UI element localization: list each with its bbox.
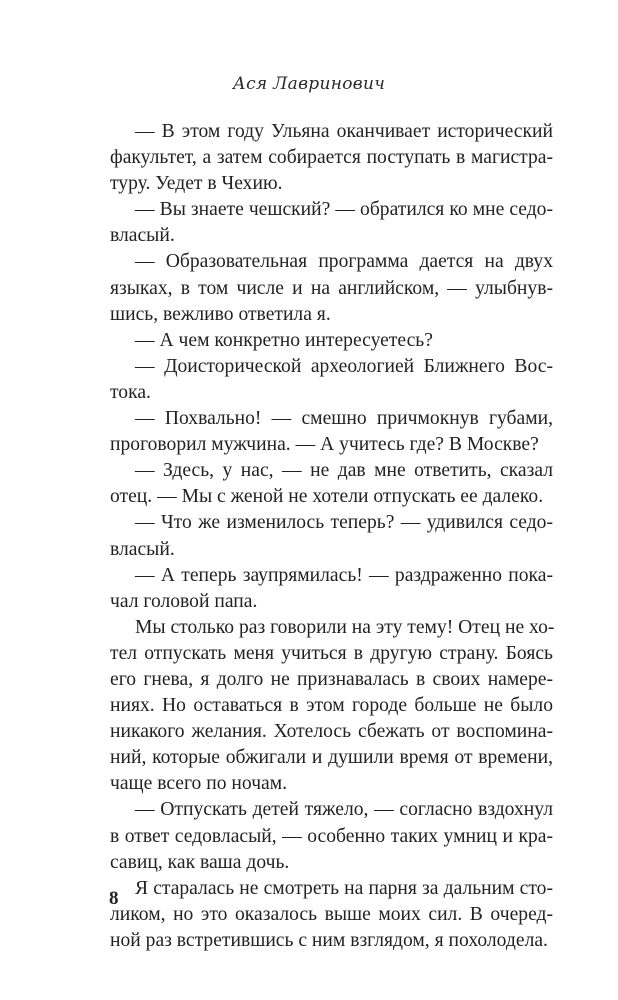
text-line: — А чем конкретно интересуетесь?: [135, 329, 433, 351]
text-line: тока.: [110, 381, 151, 403]
page-number: 8: [109, 888, 119, 909]
text-line: языках, в том числе и на английском, — улыбнув-: [110, 277, 553, 299]
text-line: туру. Уедет в Чехию.: [110, 173, 283, 195]
text-line: — Доисторической археологией Ближнего Вос-: [135, 355, 553, 377]
text-line: шись, вежливо ответила я.: [110, 303, 331, 325]
text-line: его гнева, я долго не признавалась в своих намере-: [110, 668, 553, 690]
body-text: [110, 119, 553, 954]
text-line: Я старалась не смотреть на парня за дальним сто-: [135, 877, 553, 899]
text-line: — Образовательная программа дается на двух: [135, 251, 553, 273]
text-line: — Похвально! — смешно причмокнув губами,: [135, 408, 553, 430]
text-line: ниях. Но оставаться в этом городе больше не было: [110, 695, 553, 717]
text-line: — Здесь, у нас, — не дав мне ответить, сказал: [135, 460, 553, 482]
text-line: власый.: [110, 538, 175, 560]
text-line: факультет, а затем собирается поступать в магистра-: [110, 147, 553, 169]
text-line: власый.: [110, 225, 175, 247]
text-line: — В этом году Ульяна оканчивает исторический: [135, 121, 553, 142]
text-line: — А теперь заупрямилась! — раздраженно пока-: [135, 564, 553, 586]
text-line: — Что же изменилось теперь? — удивился седо-: [135, 512, 553, 534]
text-line: ликом, но это оказалось выше моих сил. В очеред-: [110, 903, 553, 925]
text-line: — Отпускать детей тяжело, — согласно вздохнул: [135, 799, 553, 821]
text-line: проговорил мужчина. — А учитесь где? В Москве?: [110, 434, 539, 456]
text-line: ной раз встретившись с ним взглядом, я похолодела.: [110, 929, 548, 951]
text-line: Мы столько раз говорили на эту тему! Отец не хо-: [135, 616, 555, 638]
text-line: — Вы знаете чешский? — обратился ко мне седо-: [135, 199, 553, 221]
text-line: чаще всего по ночам.: [110, 773, 288, 795]
text-line: никакого желания. Хотелось сбежать от воспомина-: [110, 721, 553, 743]
running-head-author: Ася Лавринович: [232, 74, 386, 94]
text-line: чал головой папа.: [110, 590, 258, 612]
text-line: тел отпускать меня учиться в другую страну. Боясь: [110, 642, 553, 664]
text-line: ний, которые обжигали и душили время от времени,: [110, 747, 553, 769]
text-line: в ответ седовласый, — особенно таких умниц и кра-: [110, 825, 553, 847]
text-line: савиц, как ваша дочь.: [110, 851, 290, 873]
text-line: отец. — Мы с женой не хотели отпускать ее далеко.: [110, 486, 544, 508]
